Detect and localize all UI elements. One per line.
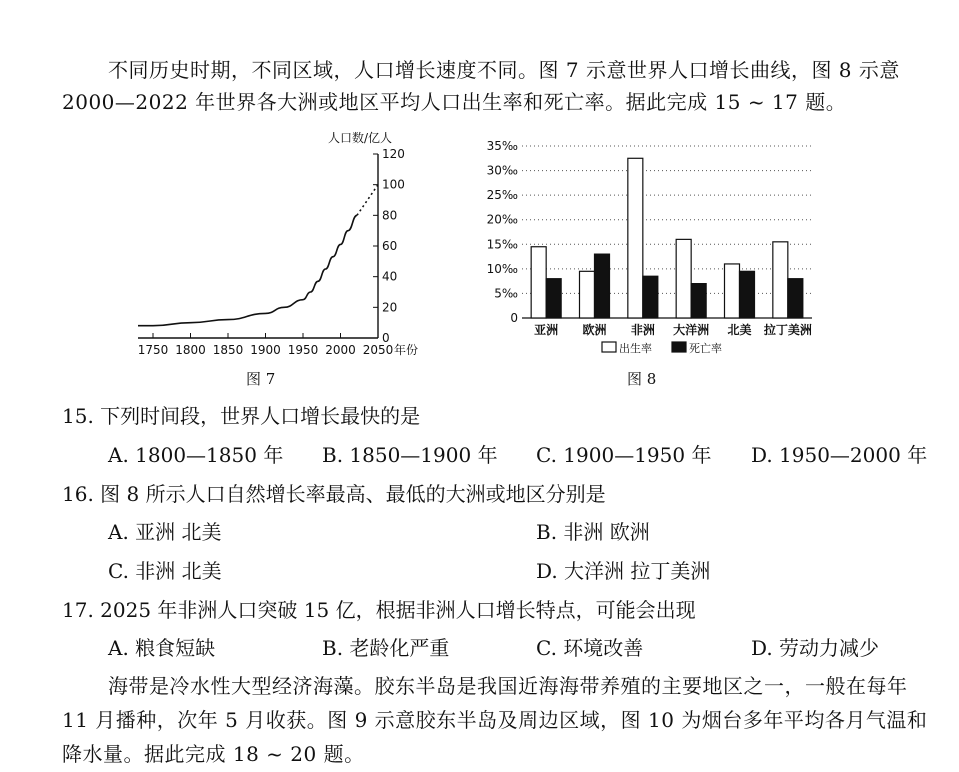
- fig8-y-tick-label: 15‰: [486, 237, 518, 252]
- question-15-option-a: A. 1800—1850 年: [108, 443, 284, 467]
- fig8-y-tick-label: 30‰: [486, 163, 518, 178]
- fig7-y-tick-label: 80: [382, 208, 398, 223]
- fig8-caption: 图 8: [627, 370, 657, 388]
- fig8-death-rate-bar: [691, 284, 706, 318]
- question-15-option-c: C. 1900—1950 年: [536, 443, 712, 467]
- fig7-x-tick-label: 2050: [362, 343, 394, 357]
- figure-7-population-chart: [128, 128, 428, 364]
- fig8-birth-rate-bar: [531, 247, 546, 318]
- fig8-y-tick-label: 0: [510, 311, 518, 325]
- question-16-option-b: B. 非洲 欧洲: [536, 520, 650, 544]
- fig8-death-rate-bar: [546, 279, 561, 318]
- fig8-category-label: 欧洲: [582, 323, 607, 337]
- fig8-y-tick-label: 20‰: [486, 212, 518, 227]
- outro-line-2: 11 月播种，次年 5 月收获。图 9 示意胶东半岛及周边区域，图 10 为烟台多年平均各月气温和: [62, 708, 928, 732]
- fig8-legend-swatch: [602, 342, 616, 352]
- fig7-x-tick-label: 1750: [137, 343, 169, 357]
- question-16-option-a: A. 亚洲 北美: [108, 520, 222, 544]
- fig7-y-tick-label: 100: [382, 177, 405, 192]
- question-16-stem: 16. 图 8 所示人口自然增长率最高、最低的大洲或地区分别是: [62, 482, 606, 506]
- fig7-y-tick-label: 60: [382, 239, 398, 253]
- fig8-birth-rate-bar: [725, 264, 740, 318]
- intro-line-2: 2000—2022 年世界各大洲或地区平均人口出生率和死亡率。据此完成 15 ~ 17 题。: [62, 90, 847, 114]
- fig7-y-tick-label: 120: [382, 147, 405, 161]
- fig8-legend-swatch: [672, 342, 686, 352]
- question-17-option-a: A. 粮食短缺: [108, 636, 216, 660]
- fig8-category-label: 大洋洲: [673, 323, 710, 337]
- fig8-category-label: 北美: [727, 323, 752, 337]
- fig8-category-label: 拉丁美洲: [763, 323, 812, 337]
- intro-line-1: 不同历史时期，不同区域，人口增长速度不同。图 7 示意世界人口增长曲线，图 8 示意: [108, 58, 900, 82]
- fig8-category-label: 亚洲: [534, 323, 559, 337]
- outro-line-1: 海带是冷水性大型经济海藻。胶东半岛是我国近海海带养殖的主要地区之一，一般在每年: [108, 674, 908, 698]
- fig8-legend-label: 死亡率: [689, 342, 722, 355]
- figure-8-birth-death-chart: [472, 132, 832, 364]
- fig7-x-tick-label: 2000: [325, 343, 356, 357]
- fig8-y-tick-label: 35‰: [486, 139, 518, 153]
- fig8-birth-rate-bar: [676, 239, 691, 318]
- fig8-y-tick-label: 5‰: [494, 286, 518, 301]
- outro-line-3: 降水量。据此完成 18 ~ 20 题。: [62, 742, 365, 766]
- question-15-option-d: D. 1950—2000 年: [751, 443, 928, 467]
- fig8-death-rate-bar: [595, 254, 610, 318]
- fig8-y-tick-label: 25‰: [486, 188, 518, 203]
- fig8-death-rate-bar: [740, 271, 755, 318]
- fig8-legend-label: 出生率: [619, 342, 652, 355]
- fig8-birth-rate-bar: [628, 158, 643, 318]
- question-17-option-d: D. 劳动力减少: [751, 636, 880, 660]
- fig7-population-curve: [138, 215, 357, 325]
- fig8-birth-rate-bar: [773, 242, 788, 318]
- question-17-option-c: C. 环境改善: [536, 636, 644, 660]
- fig7-y-tick-label: 40: [382, 269, 398, 284]
- fig8-death-rate-bar: [788, 279, 803, 318]
- fig7-ylabel: 人口数/亿人: [328, 131, 393, 145]
- fig7-caption: 图 7: [246, 370, 276, 388]
- question-15-option-b: B. 1850—1900 年: [322, 443, 498, 467]
- fig7-y-tick-label: 0: [382, 331, 390, 345]
- fig7-x-tick-label: 1950: [287, 343, 319, 357]
- fig7-xlabel: 年份: [394, 343, 419, 357]
- fig7-projection-dotted: [357, 185, 378, 216]
- fig8-category-label: 非洲: [630, 323, 655, 337]
- fig7-y-tick-label: 20: [382, 300, 398, 315]
- question-17-stem: 17. 2025 年非洲人口突破 15 亿，根据非洲人口增长特点，可能会出现: [62, 598, 696, 622]
- fig7-x-tick-label: 1800: [175, 343, 206, 357]
- fig7-x-tick-label: 1900: [250, 343, 281, 357]
- question-17-option-b: B. 老龄化严重: [322, 636, 450, 660]
- fig7-x-tick-label: 1850: [212, 343, 244, 357]
- fig8-y-tick-label: 10‰: [486, 261, 518, 276]
- question-16-option-c: C. 非洲 北美: [108, 559, 222, 583]
- fig8-birth-rate-bar: [580, 271, 595, 318]
- fig8-death-rate-bar: [643, 276, 658, 318]
- question-15-stem: 15. 下列时间段，世界人口增长最快的是: [62, 404, 421, 428]
- question-16-option-d: D. 大洋洲 拉丁美洲: [536, 559, 711, 583]
